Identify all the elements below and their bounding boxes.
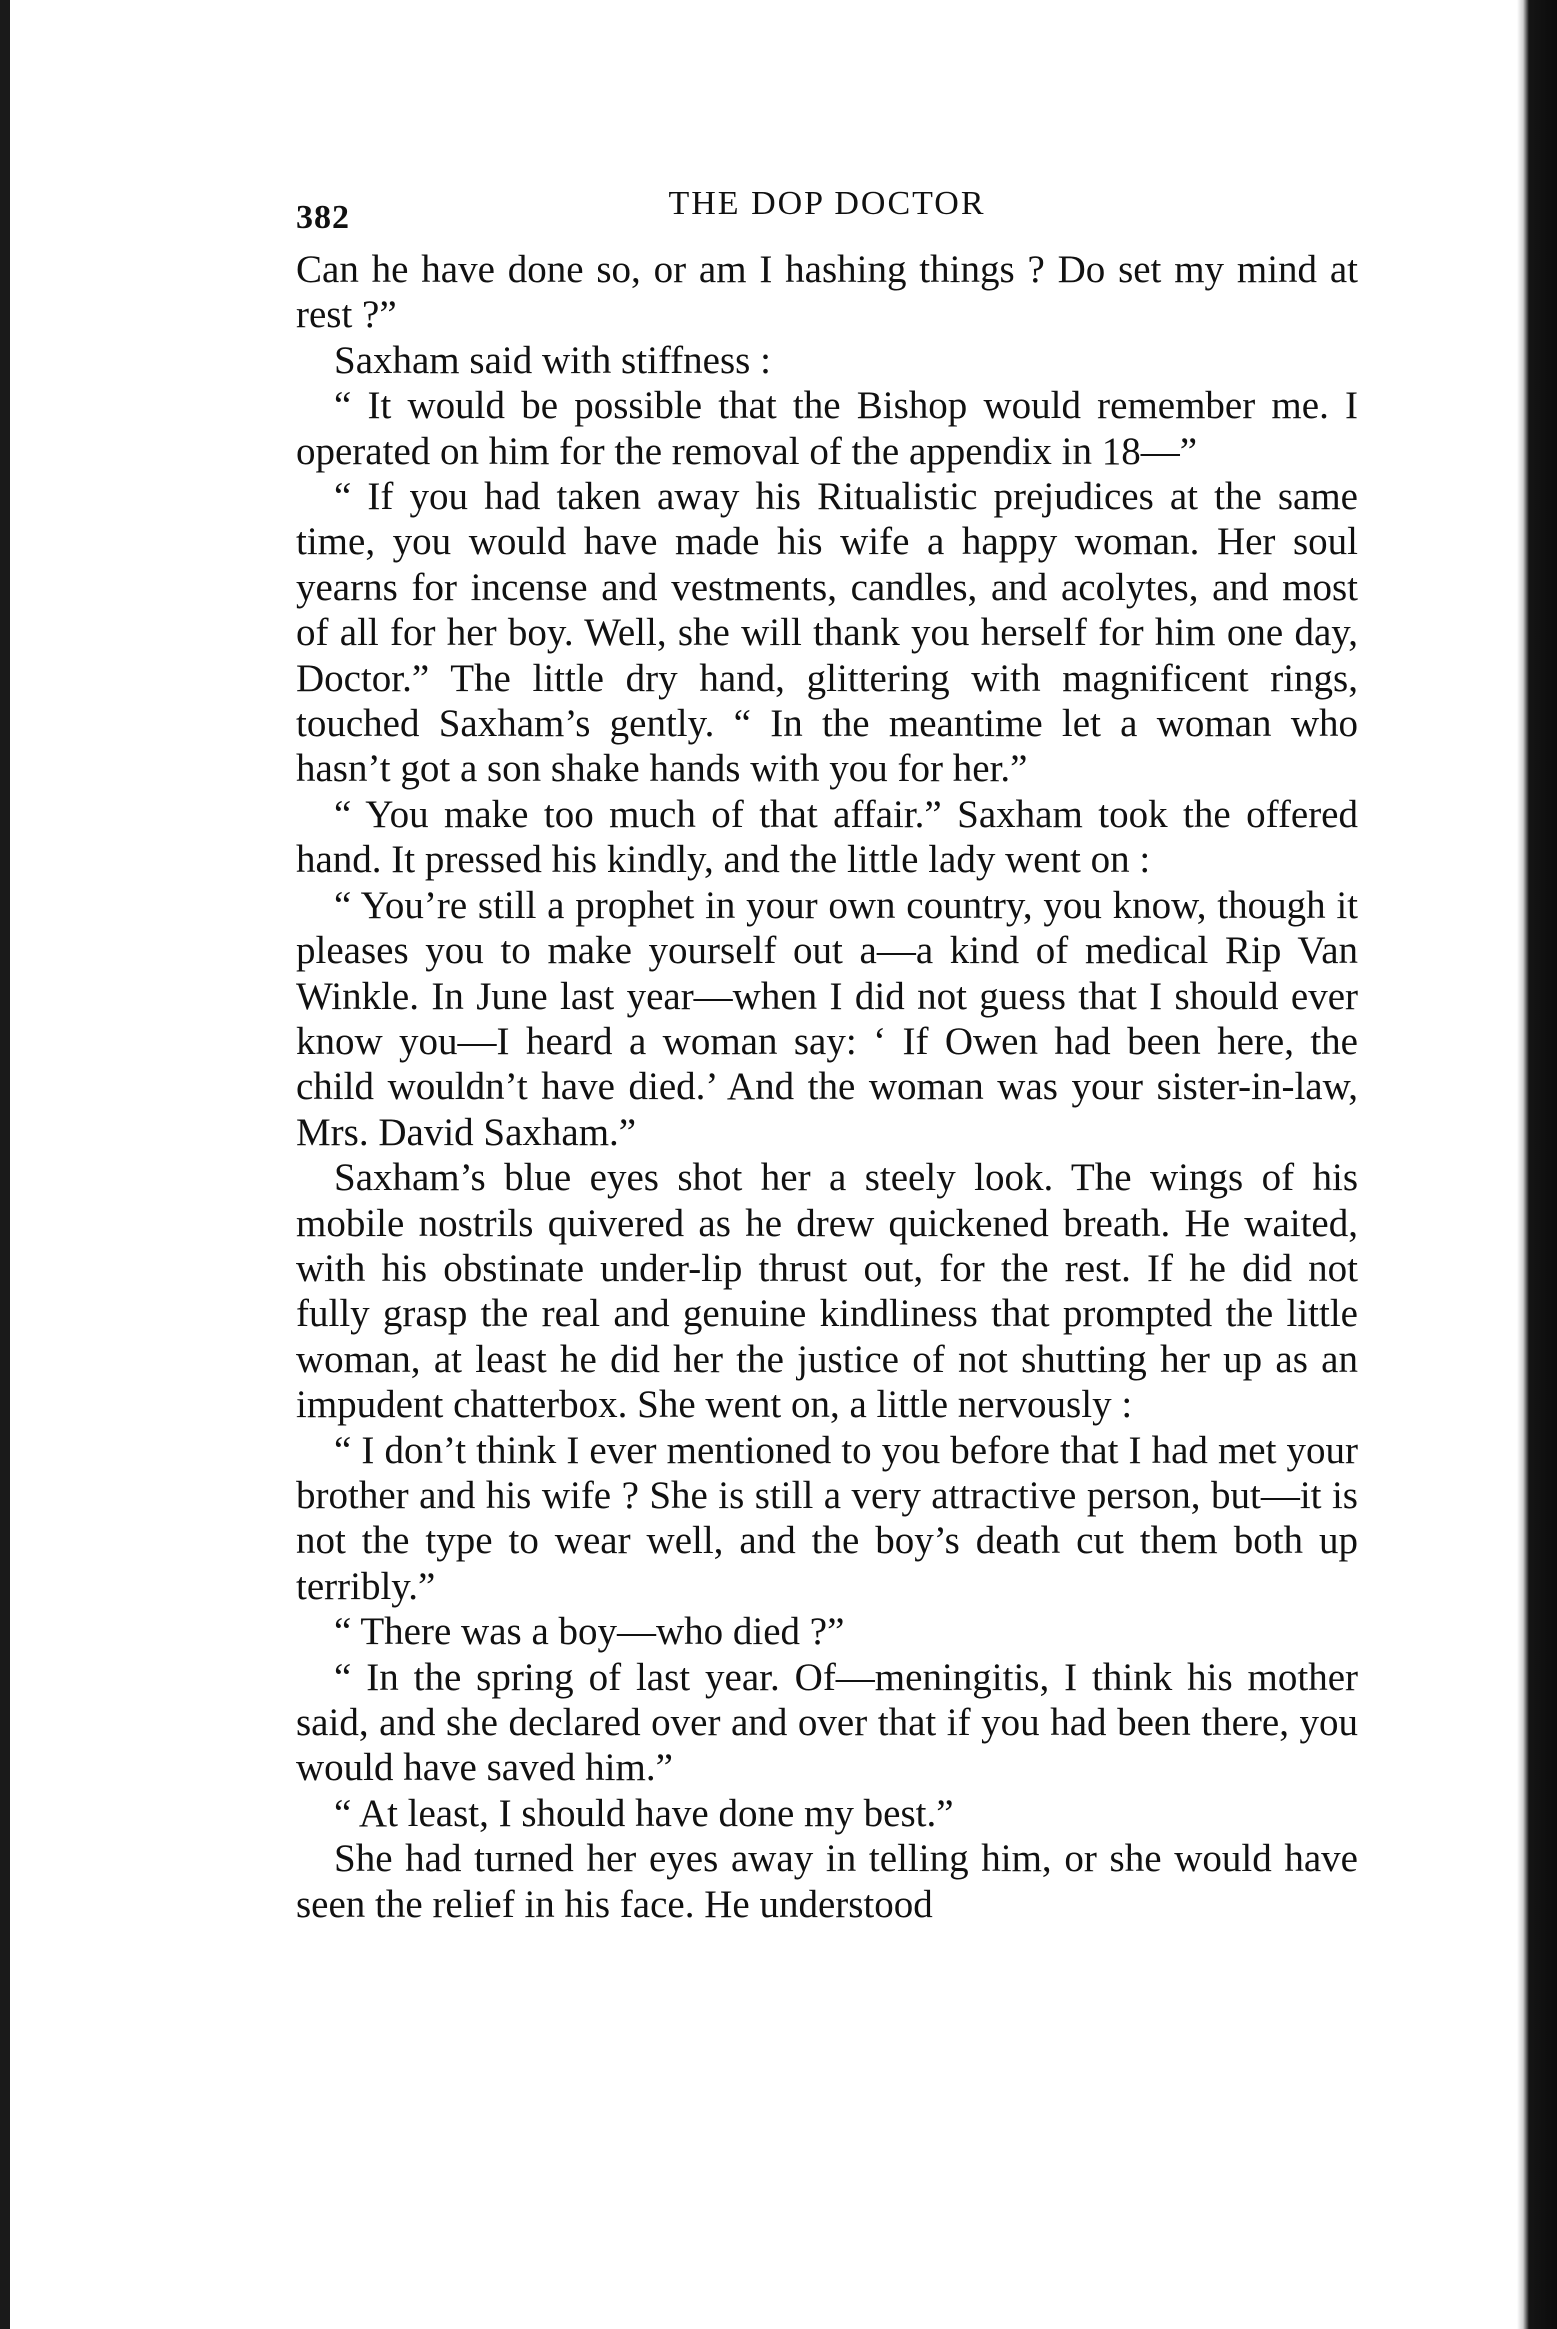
paragraph: “ If you had taken away his Ritualistic prejudices at the same time, you would have made his wife a happy woman. Her soul yearns for incense and vestments, candles, and acolytes, and most of all for her boy. Well, she will thank you herself for him one day, Doctor.” The little dry hand, glittering with magnificent rings, touched Saxham’s gently. “ In the meantime let a woman who hasn’t got a son shake hands with you for her.” [296, 475, 1358, 791]
book-page [296, 185, 1358, 1927]
paragraph: “ I don’t think I ever mentioned to you before that I had met your brother and his wife ? She is still a very attractive person, but—it is not the type to wear well, and the boy’s death cut them both up terribly.” [296, 1428, 1358, 1608]
paragraph: “ There was a boy—who died ?” [334, 1610, 845, 1654]
paragraph: Can he have done so, or am I hashing things ? Do set my mind at rest ?” [296, 248, 1358, 337]
paragraph: Saxham’s blue eyes shot her a steely look. The wings of his mobile nostrils quivered as he drew quickened breath. He waited, with his obstinate under-lip thrust out, for the rest. If he did not fully grasp the real and genuine kindliness that prompted the little woman, at least he did her the justice of not shutting her up as an impudent chatterbox. She went on, a little nervously : [296, 1156, 1358, 1427]
paragraph: Saxham said with stiffness : [334, 338, 771, 382]
paragraph: “ You make too much of that affair.” Saxham took the offered hand. It pressed his kindly, and the little lady went on : [296, 792, 1358, 882]
running-head [296, 185, 1358, 247]
paragraph: She had turned her eyes away in telling him, or she would have seen the relief in his face. He understood [296, 1837, 1358, 1926]
scan-border-left [0, 0, 10, 2329]
paragraph: “ It would be possible that the Bishop would remember me. I operated on him for the removal of the appendix in 18—” [296, 384, 1358, 473]
paragraph: “ In the spring of last year. Of—meningitis, I think his mother said, and she declared over and over that if you had been there, you would have saved him.” [296, 1655, 1358, 1790]
book-title: THE DOP DOCTOR [668, 185, 986, 222]
page-number: 382 [296, 199, 350, 236]
paragraph: “ You’re still a prophet in your own country, you know, though it pleases you to make yourself out a—a kind of medical Rip Van Winkle. In June last year—when I did not guess that I should ever know you—I heard a woman say: ‘ If Owen had been here, the child wouldn’t have died.’ And the woman was your sister-in-law, Mrs. David Saxham.” [296, 883, 1358, 1154]
body-text [296, 247, 1358, 1927]
scan-border-right [1517, 0, 1557, 2329]
paragraph: “ At least, I should have done my best.” [334, 1791, 954, 1835]
